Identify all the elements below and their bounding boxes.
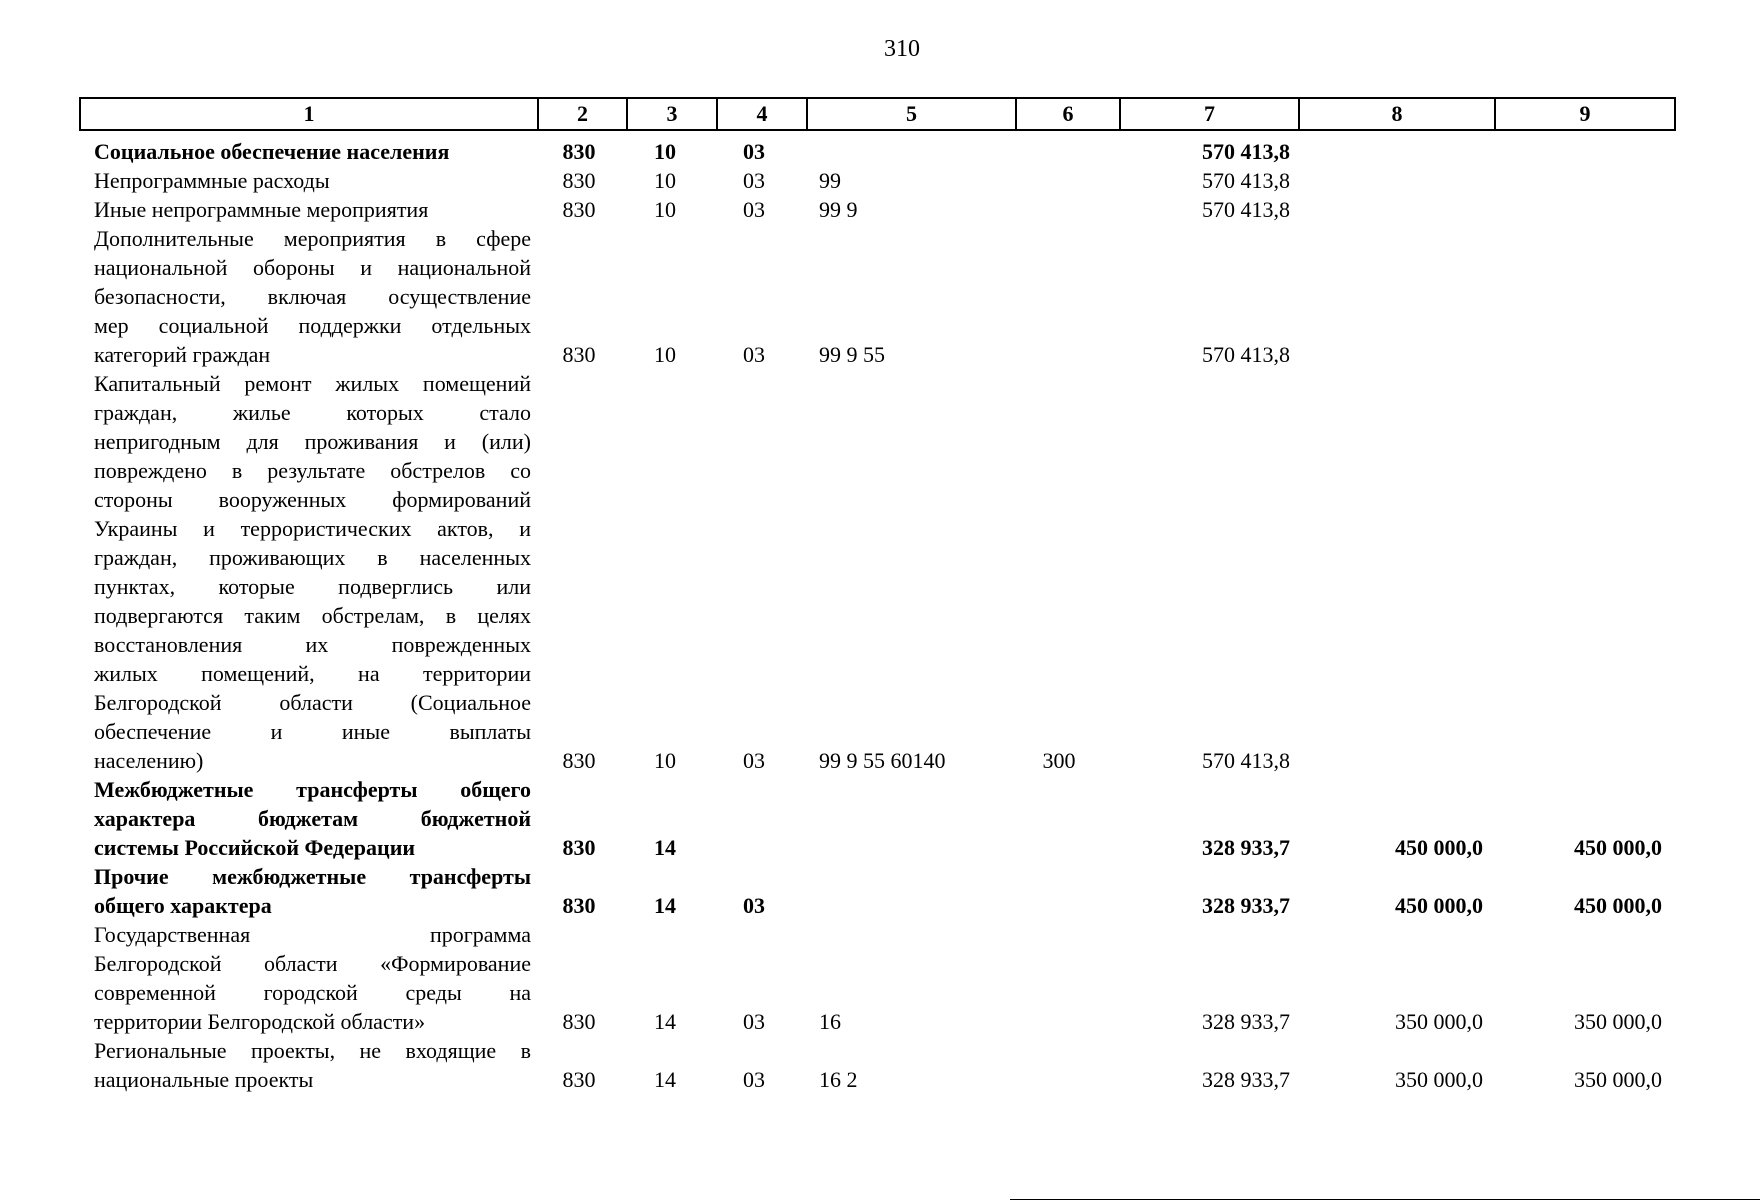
header-col-5: 5 [807,98,1016,130]
table-body [94,137,1662,1094]
row-name-line: Региональные проекты, не входящие в [94,1038,531,1063]
row-name-line: жилых помещений, на территории [94,661,531,686]
cell-col-4: 03 [743,197,765,222]
row-name-line: Непрограммные расходы [94,168,330,193]
row-name-line: системы Российской Федерации [94,835,416,860]
cell-col-3: 10 [654,197,676,222]
cell-col-5: 16 2 [819,1067,858,1092]
row-name-line: Белгородской области «Формирование [94,951,531,976]
cell-col-8: 450 000,0 [1395,835,1483,860]
cell-col-5: 99 9 55 [819,342,885,367]
header-col-2: 2 [538,98,627,130]
cell-col-9: 450 000,0 [1574,893,1662,918]
row-name [94,166,531,195]
cell-col-4: 03 [743,342,765,367]
cell-col-7: 570 413,8 [1202,748,1290,773]
cell-col-3: 10 [654,748,676,773]
row-name-line: Социальное обеспечение населения [94,139,450,164]
cell-col-2: 830 [562,197,596,222]
table-row [94,775,1662,862]
header-col-8: 8 [1299,98,1495,130]
cell-col-3: 14 [654,893,676,918]
row-name-line: граждан, жилье которых стало [94,400,531,425]
row-name-line: Дополнительные мероприятия в сфере [94,226,531,251]
header-col-7: 7 [1120,98,1299,130]
cell-col-3: 14 [654,835,676,860]
cell-col-2: 830 [562,1067,596,1092]
table-row [94,920,1662,1036]
row-name-line: Белгородской области (Социальное [94,690,531,715]
cell-col-4: 03 [743,168,765,193]
cell-col-7: 328 933,7 [1202,1067,1290,1092]
table-row [94,195,1662,224]
cell-col-5: 99 9 [819,197,858,222]
row-name-line: Капитальный ремонт жилых помещений [94,371,531,396]
row-name-line: современной городской среды на [94,980,531,1005]
table-row [94,224,1662,369]
row-name-line: характера бюджетам бюджетной [94,806,531,831]
table-row [94,137,1662,166]
cell-col-4: 03 [743,139,765,164]
row-name [94,775,531,862]
row-name [94,1036,531,1094]
row-name-line: Межбюджетные трансферты общего [94,777,531,802]
header-col-3: 3 [627,98,717,130]
header-row [80,98,1675,130]
row-name-line: безопасности, включая осуществление [94,284,531,309]
cell-col-7: 328 933,7 [1202,1009,1290,1034]
row-name-line: Государственная программа [94,922,531,947]
row-name-line: категорий граждан [94,342,271,367]
header-col-6: 6 [1016,98,1120,130]
row-name-line: национальные проекты [94,1067,314,1092]
row-name-line: подвергаются таким обстрелам, в целях [94,603,531,628]
row-name [94,224,531,369]
row-name-line: населению) [94,748,204,773]
table-row [94,1036,1662,1094]
table-row [94,369,1662,775]
cell-col-2: 830 [562,1009,596,1034]
row-name-line: Иные непрограммные мероприятия [94,197,429,222]
row-name [94,369,531,775]
row-name [94,195,531,224]
cell-col-2: 830 [562,139,596,164]
cell-col-3: 10 [654,139,676,164]
row-name [94,862,531,920]
table-row [94,862,1662,920]
cell-col-4: 03 [743,1067,765,1092]
cell-col-7: 570 413,8 [1202,168,1290,193]
row-name-line: Прочие межбюджетные трансферты [94,864,531,889]
row-name-line: мер социальной поддержки отдельных [94,313,531,338]
page-number: 310 [884,36,920,62]
cell-col-3: 14 [654,1009,676,1034]
cell-col-4: 03 [743,1009,765,1034]
row-name [94,137,531,166]
cell-col-8: 350 000,0 [1395,1067,1483,1092]
cell-col-7: 570 413,8 [1202,139,1290,164]
cell-col-4: 03 [743,893,765,918]
cell-col-3: 10 [654,342,676,367]
row-name [94,920,531,1036]
cell-col-5: 99 9 55 60140 [819,748,946,773]
row-name-line: непригодным для проживания и (или) [94,429,531,454]
row-name-line: граждан, проживающих в населенных [94,545,531,570]
header-col-9: 9 [1495,98,1675,130]
cell-col-5: 99 [819,168,841,193]
row-name-line: общего характера [94,893,272,918]
header-col-1: 1 [80,98,538,130]
row-name-line: восстановления их поврежденных [94,632,531,657]
cell-col-4: 03 [743,748,765,773]
cell-col-6: 300 [1042,748,1076,773]
table-row [94,166,1662,195]
cell-col-9: 350 000,0 [1574,1009,1662,1034]
cell-col-9: 450 000,0 [1574,835,1662,860]
cell-col-7: 328 933,7 [1202,835,1290,860]
cell-col-7: 570 413,8 [1202,342,1290,367]
cell-col-9: 350 000,0 [1574,1067,1662,1092]
cell-col-8: 450 000,0 [1395,893,1483,918]
cell-col-3: 10 [654,168,676,193]
cell-col-3: 14 [654,1067,676,1092]
cell-col-7: 570 413,8 [1202,197,1290,222]
cell-col-5: 16 [819,1009,841,1034]
table-header [79,97,1676,131]
cell-col-2: 830 [562,168,596,193]
row-name-line: повреждено в результате обстрелов со [94,458,531,483]
cell-col-7: 328 933,7 [1202,893,1290,918]
row-name-line: национальной обороны и национальной [94,255,531,280]
row-name-line: обеспечение и иные выплаты [94,719,531,744]
cell-col-2: 830 [562,748,596,773]
cell-col-8: 350 000,0 [1395,1009,1483,1034]
header-col-4: 4 [717,98,807,130]
cell-col-2: 830 [562,893,596,918]
cell-col-2: 830 [562,835,596,860]
row-name-line: пунктах, которые подверглись или [94,574,531,599]
cell-col-2: 830 [562,342,596,367]
row-name-line: территории Белгородской области» [94,1009,426,1034]
row-name-line: Украины и террористических актов, и [94,516,531,541]
row-name-line: стороны вооруженных формирований [94,487,531,512]
